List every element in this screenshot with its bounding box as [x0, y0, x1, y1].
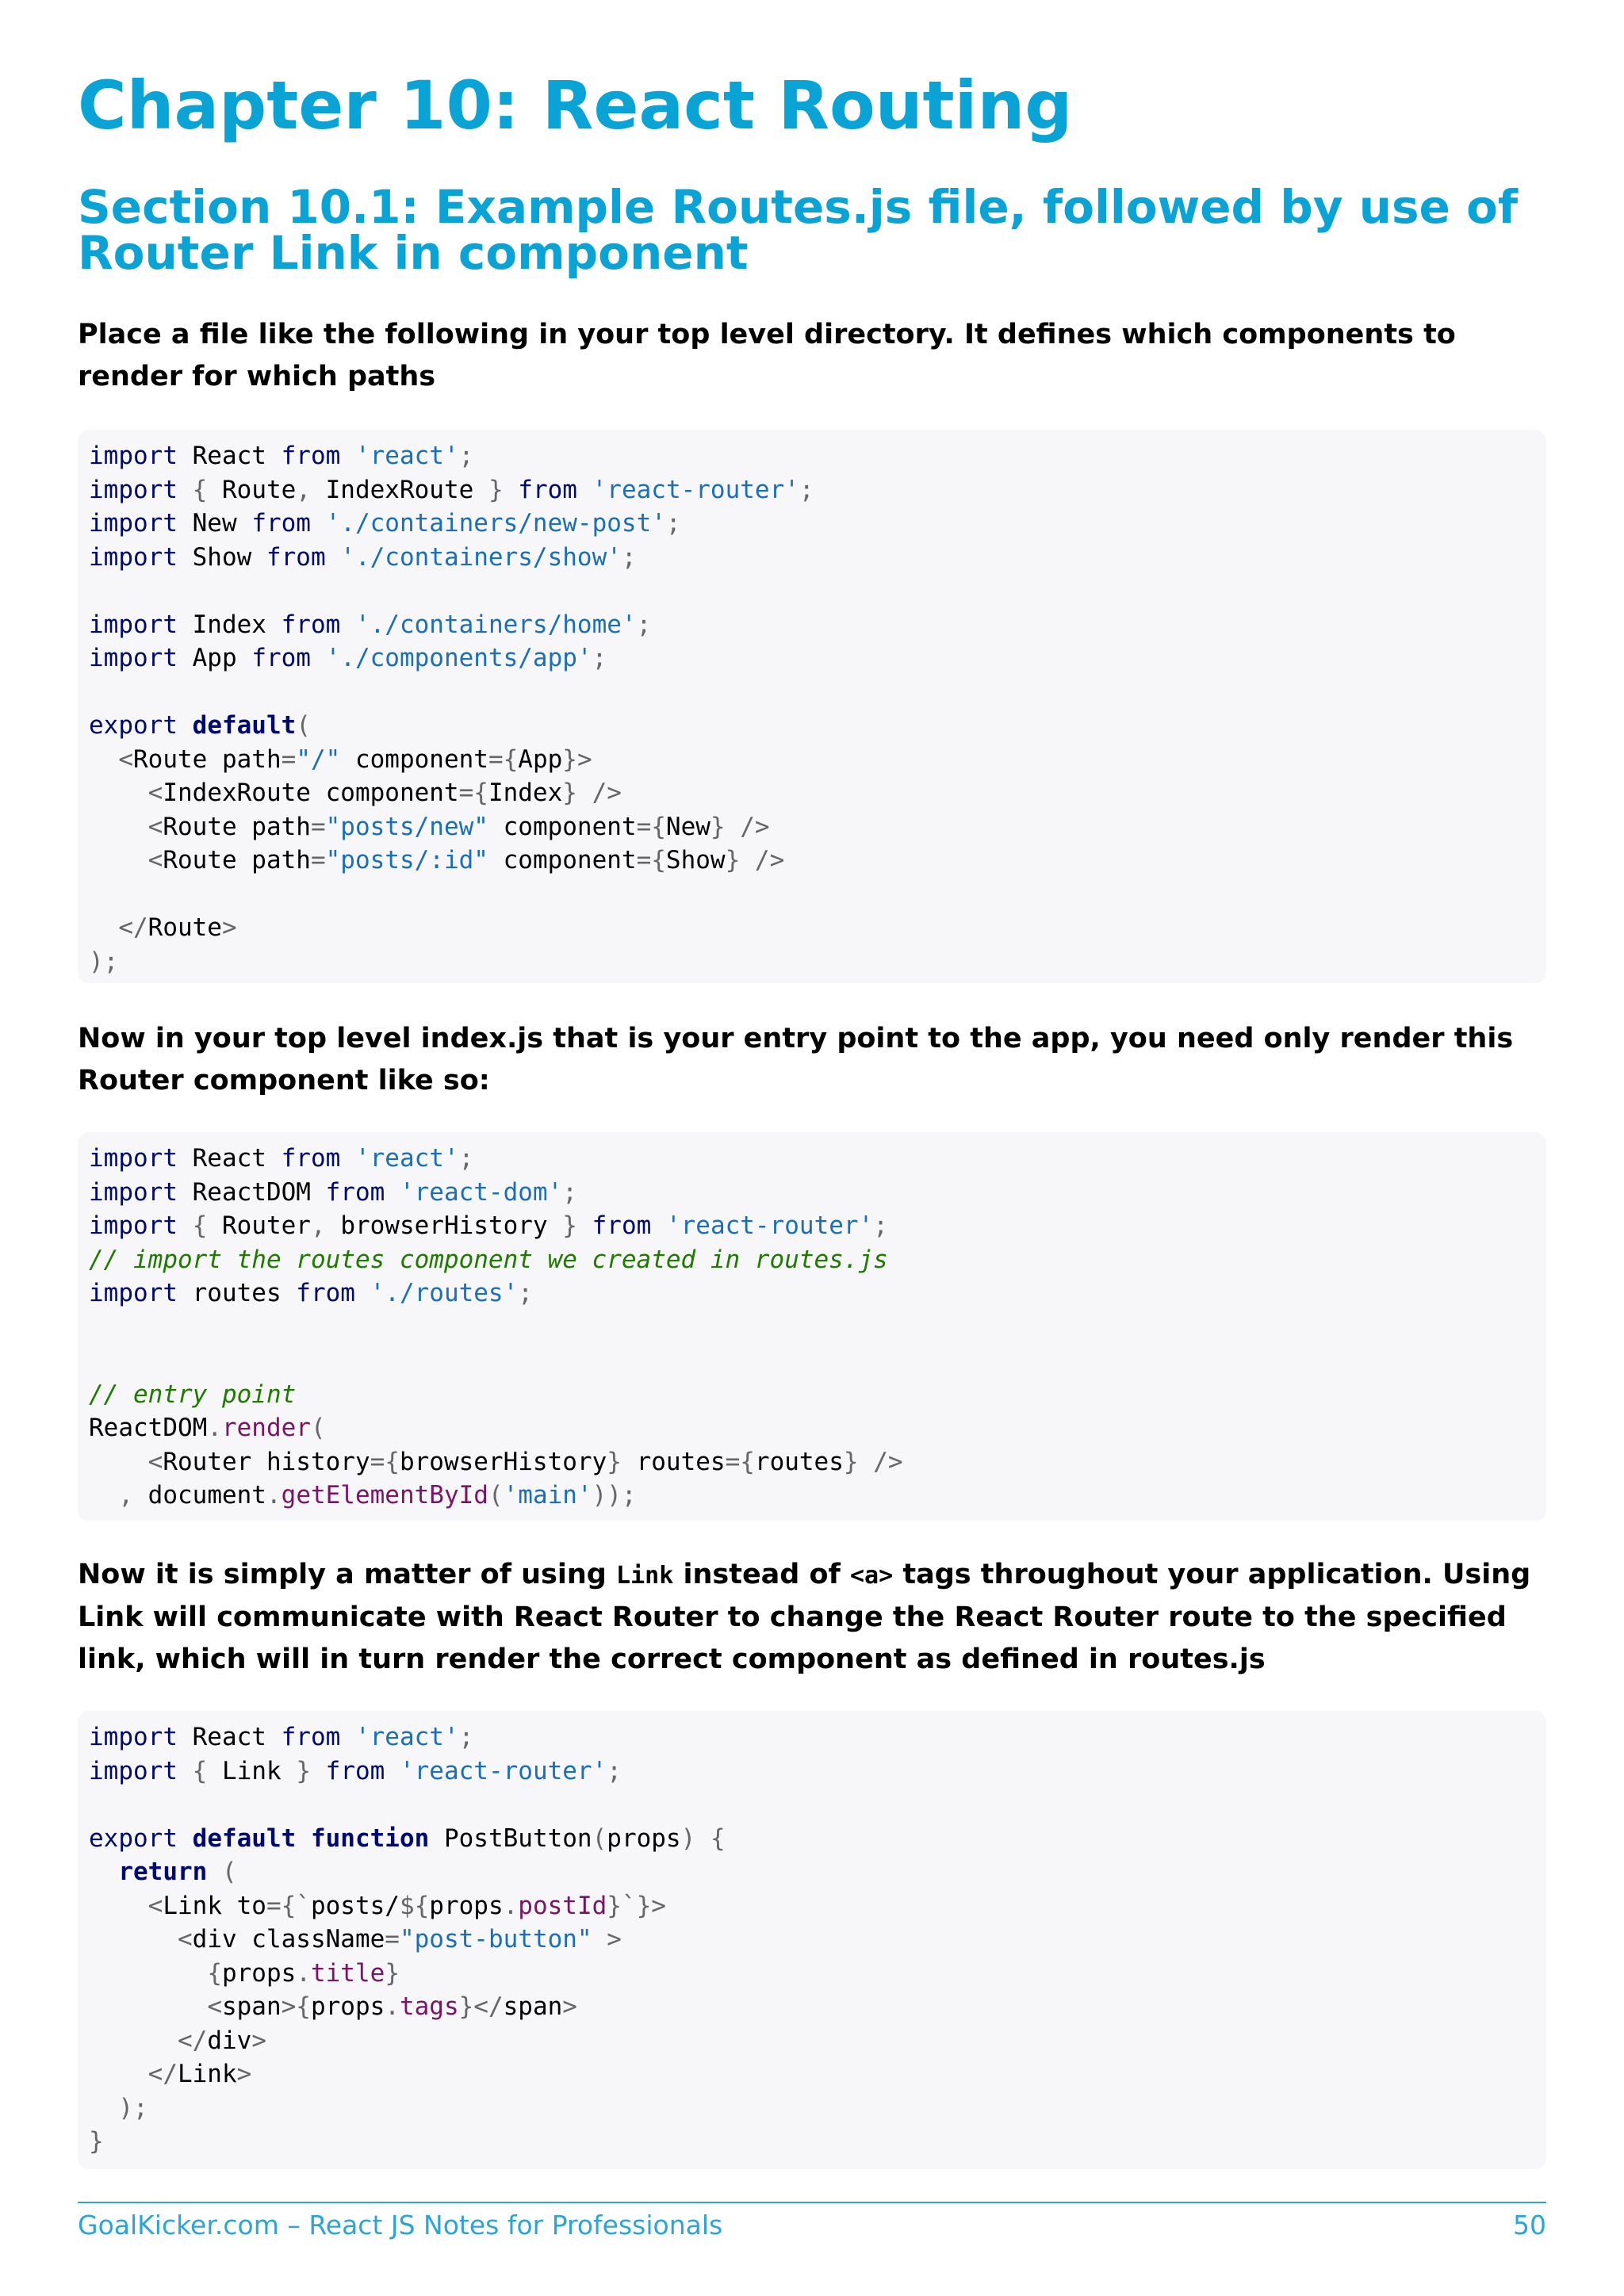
code-token: </	[177, 2026, 208, 2055]
code-token: ={	[725, 1447, 755, 1476]
code-token: ;	[607, 1756, 622, 1785]
code-token: 'react-dom'	[399, 1177, 563, 1207]
code-token: App	[177, 644, 252, 672]
code-line	[89, 2125, 1546, 2159]
code-token: from	[296, 1279, 355, 1307]
code-token: div className	[192, 1925, 385, 1954]
code-token: import	[89, 1144, 178, 1173]
code-token: from	[281, 610, 341, 639]
intro-text: tags throughout your application. Using Link will communicate with React Router to change the React Router route to the specified link, which will in turn render the correct component as defined in routes.js	[78, 1559, 1531, 1675]
code-token	[385, 1178, 400, 1207]
code-token: div	[207, 2026, 252, 2055]
code-token: ,	[118, 1481, 133, 1510]
code-token: ${	[399, 1891, 430, 1920]
code-token: New	[177, 509, 252, 538]
code-token: {	[192, 1211, 208, 1240]
code-token: Show	[665, 846, 726, 874]
code-token	[89, 2094, 118, 2122]
code-token: './containers/new-post'	[325, 509, 666, 538]
code-token: <	[147, 1447, 163, 1476]
code-token: from	[266, 542, 326, 572]
code-token: ={	[458, 779, 488, 807]
code-token: >	[236, 2060, 252, 2088]
code-token: <	[118, 744, 133, 774]
code-line	[89, 844, 1546, 878]
code-line	[89, 709, 1546, 743]
code-token: }	[89, 2127, 104, 2156]
code-line	[89, 473, 1546, 507]
code-token	[296, 1824, 311, 1853]
code-token: export	[89, 711, 178, 740]
code-token: component	[340, 744, 488, 774]
code-token: React	[177, 1723, 282, 1751]
code-token	[89, 2060, 148, 2088]
code-token: 'react-router'	[592, 475, 799, 504]
intro-text: Now it is simply a matter of using	[78, 1559, 617, 1590]
code-token: }	[296, 1756, 311, 1785]
code-token: // import the routes component we created in routes.js	[89, 1245, 888, 1274]
code-token: New	[665, 812, 710, 841]
code-token: Link to	[163, 1891, 266, 1920]
code-token: title	[310, 1958, 385, 1988]
code-token: import	[89, 1756, 178, 1785]
code-token: <	[207, 1992, 222, 2021]
code-token: Link	[207, 1756, 297, 1785]
code-token: >{	[281, 1992, 311, 2021]
code-token: <	[147, 846, 163, 874]
code-token	[326, 543, 341, 572]
code-token: posts/	[310, 1891, 400, 1920]
code-token: <	[147, 779, 163, 807]
code-token: import	[89, 1279, 178, 1307]
code-token: .	[207, 1414, 222, 1442]
code-token	[592, 1925, 607, 1954]
code-token	[740, 846, 755, 874]
code-token: React	[177, 442, 282, 470]
code-token: >	[607, 1925, 622, 1954]
code-line	[89, 608, 1546, 642]
code-block-postbutton	[78, 1711, 1546, 2169]
section-title: Section 10.1: Example Routes.js file, followed by use of Router Link in component	[78, 180, 1519, 280]
code-token: "/"	[296, 744, 341, 774]
code-token: React	[177, 1144, 282, 1173]
code-line	[89, 743, 1546, 777]
code-token: }	[725, 846, 741, 874]
code-token: from	[325, 1756, 385, 1785]
code-token: PostButton	[429, 1823, 592, 1853]
code-token: from	[281, 1723, 341, 1751]
code-token: ={	[370, 1447, 400, 1476]
code-token: }	[710, 812, 726, 841]
code-token: Route path	[163, 812, 311, 841]
code-token: Index	[488, 779, 563, 807]
inline-code: <a>	[850, 1562, 894, 1590]
code-token: {	[710, 1823, 726, 1853]
code-token: Route	[147, 913, 222, 942]
code-token: }	[385, 1958, 400, 1988]
code-token: "post-button"	[399, 1925, 592, 1954]
code-token: <	[147, 1891, 163, 1920]
code-token: </	[118, 913, 148, 942]
code-token	[89, 1959, 207, 1988]
code-token: span	[503, 1992, 563, 2021]
code-line	[89, 1889, 1546, 1923]
code-line	[89, 810, 1546, 844]
code-token: component	[488, 846, 637, 874]
code-token: Route path	[163, 846, 311, 874]
code-line	[89, 878, 1546, 912]
code-token: ;	[799, 475, 814, 504]
code-token: function	[310, 1823, 430, 1853]
code-token: />	[754, 846, 785, 874]
code-token: =	[310, 846, 326, 874]
code-token: (	[310, 1414, 326, 1442]
chapter-title: Chapter 10: React Routing	[78, 67, 1073, 144]
code-token: (	[592, 1823, 607, 1853]
code-line	[89, 1445, 1546, 1479]
code-token	[340, 442, 355, 470]
code-line	[89, 776, 1546, 810]
code-line	[89, 507, 1546, 541]
code-token: />	[592, 779, 622, 807]
code-token: from	[251, 509, 311, 538]
code-token	[385, 1757, 400, 1785]
code-token: ;	[592, 644, 607, 672]
code-token: )	[680, 1823, 696, 1853]
code-token: default	[192, 711, 297, 740]
code-token: IndexRoute	[310, 475, 488, 504]
code-token: import	[89, 1211, 178, 1240]
code-token: }</	[458, 1992, 504, 2021]
code-lines	[89, 1720, 1546, 2159]
code-token: ;	[665, 509, 681, 538]
code-token: "posts/new"	[325, 812, 488, 841]
code-token	[178, 1211, 193, 1240]
code-token: ={`	[266, 1891, 311, 1920]
code-token: {	[207, 1958, 222, 1988]
code-token: 'main'	[503, 1481, 592, 1510]
code-token: "posts/:id"	[325, 846, 488, 874]
code-token: ));	[592, 1481, 637, 1510]
code-token: ;	[636, 610, 652, 639]
code-token: import	[89, 1723, 178, 1751]
code-line	[89, 1142, 1546, 1176]
code-token	[89, 813, 148, 841]
code-token: ,	[296, 475, 311, 504]
code-token: routes	[621, 1447, 726, 1476]
code-token: postId	[518, 1891, 607, 1920]
code-token	[726, 813, 741, 841]
code-token: .	[296, 1958, 311, 1988]
code-token: Link	[177, 2060, 237, 2088]
code-token	[695, 1824, 710, 1853]
code-line	[89, 2091, 1546, 2126]
code-line	[89, 1990, 1546, 2024]
code-token: from	[281, 442, 341, 470]
code-block-index	[78, 1132, 1546, 1521]
code-line	[89, 1209, 1546, 1243]
code-token: >	[221, 913, 237, 942]
code-token	[178, 476, 193, 504]
code-token: }	[562, 1211, 577, 1240]
code-line	[89, 641, 1546, 675]
code-token: >	[562, 1992, 577, 2021]
code-token: import	[89, 1177, 178, 1207]
code-token: 'react-router'	[399, 1756, 607, 1785]
inline-code: Link	[616, 1562, 674, 1590]
code-line	[89, 1855, 1546, 1889]
code-token: props	[221, 1958, 297, 1988]
code-token: return	[118, 1858, 208, 1886]
code-token: =	[385, 1925, 400, 1954]
code-line	[89, 1957, 1546, 1991]
code-token: './routes'	[370, 1279, 519, 1307]
code-token: ={	[636, 846, 666, 874]
code-line	[89, 945, 1546, 979]
code-token: props	[310, 1992, 385, 2021]
code-token	[89, 2026, 178, 2055]
code-token: }	[562, 779, 577, 807]
code-line	[89, 541, 1546, 575]
code-line	[89, 1788, 1546, 1822]
code-token	[311, 509, 326, 538]
intro-paragraph-2: Now in your top level index.js that is your entry point to the app, you need only render this Router component like so:	[78, 1023, 1514, 1096]
code-line	[89, 1923, 1546, 1957]
code-token	[178, 1757, 193, 1785]
code-token	[859, 1448, 874, 1476]
code-line	[89, 1176, 1546, 1210]
code-token	[311, 644, 326, 672]
code-token: IndexRoute component	[163, 779, 459, 807]
page-number: 50	[1513, 2210, 1546, 2241]
code-line	[89, 1344, 1546, 1378]
code-token: 'react'	[354, 1144, 459, 1173]
code-token	[89, 779, 148, 807]
code-token: import	[89, 542, 178, 572]
code-line	[89, 439, 1546, 473]
footer-divider	[78, 2202, 1546, 2203]
code-line	[89, 1311, 1546, 1345]
code-line	[89, 2024, 1546, 2058]
code-token: {	[192, 1756, 208, 1785]
code-token	[651, 1211, 666, 1240]
code-token: routes	[177, 1279, 297, 1307]
code-token	[89, 1992, 207, 2021]
code-lines	[89, 1142, 1546, 1513]
footer-source: GoalKicker.com – React JS Notes for Professionals	[78, 2210, 723, 2241]
code-token: component	[488, 812, 637, 841]
code-token: Show	[177, 542, 266, 572]
code-token: );	[89, 947, 119, 976]
code-line	[89, 1755, 1546, 1789]
code-token	[355, 1279, 370, 1307]
code-token: render	[221, 1414, 311, 1442]
code-token: import	[89, 442, 178, 470]
code-token: ReactDOM	[177, 1177, 326, 1207]
code-token: ;	[518, 1279, 533, 1307]
code-token: }`}>	[607, 1891, 666, 1920]
code-token: ReactDOM	[89, 1414, 208, 1442]
code-token: (	[221, 1858, 237, 1886]
code-token: tags	[399, 1992, 459, 2021]
code-token: import	[89, 509, 178, 538]
code-token: from	[251, 644, 311, 672]
code-token: }	[607, 1447, 622, 1476]
code-line	[89, 675, 1546, 710]
code-token: ;	[458, 442, 474, 470]
code-token: span	[221, 1992, 282, 2021]
code-token: <	[147, 812, 163, 841]
code-token	[340, 610, 355, 639]
code-token	[89, 846, 148, 874]
code-token	[89, 1925, 178, 1954]
code-line	[89, 1378, 1546, 1412]
code-token: ;	[458, 1723, 474, 1751]
code-token: </	[147, 2060, 178, 2088]
code-token: }	[843, 1447, 859, 1476]
code-token	[89, 745, 118, 774]
code-token: from	[325, 1177, 385, 1207]
code-token: import	[89, 475, 178, 504]
code-token: routes	[754, 1447, 844, 1476]
code-token: );	[118, 2093, 148, 2122]
code-token: ={	[488, 744, 519, 774]
code-token: getElementById	[281, 1481, 488, 1510]
code-token: ,	[310, 1211, 326, 1240]
code-token: Router	[207, 1211, 311, 1240]
code-token: }	[488, 475, 504, 504]
code-token: props	[429, 1891, 504, 1920]
code-token	[178, 711, 193, 740]
code-token: 'react-router'	[665, 1211, 874, 1240]
code-block-routes	[78, 430, 1546, 983]
code-token: export	[89, 1823, 178, 1853]
code-token	[89, 1481, 118, 1510]
code-token: {	[192, 475, 208, 504]
code-token: from	[592, 1211, 652, 1240]
code-token	[89, 913, 118, 942]
code-token: >	[251, 2026, 266, 2055]
intro-paragraph-1: Place a file like the following in your top level directory. It defines which components to render for which paths	[78, 319, 1456, 392]
code-token: .	[266, 1481, 282, 1510]
code-token: =	[310, 812, 326, 841]
code-token	[577, 779, 592, 807]
code-token: }>	[562, 744, 592, 774]
code-token: './containers/home'	[354, 610, 637, 639]
code-token: ;	[873, 1211, 888, 1240]
code-line	[89, 1822, 1546, 1856]
code-token: // entry point	[89, 1380, 297, 1409]
code-token	[340, 1144, 355, 1173]
code-token: ;	[458, 1144, 474, 1173]
code-token: />	[873, 1447, 903, 1476]
code-token	[311, 1757, 326, 1785]
code-token	[577, 1211, 592, 1240]
code-line	[89, 1720, 1546, 1755]
code-token: =	[281, 744, 297, 774]
intro-text: instead of	[673, 1559, 850, 1590]
code-line	[89, 574, 1546, 608]
code-token: Route	[207, 475, 297, 504]
code-line	[89, 2057, 1546, 2091]
code-token: ;	[562, 1177, 577, 1207]
code-token: 'react'	[354, 1723, 459, 1751]
code-token	[504, 476, 519, 504]
code-token	[207, 1858, 222, 1886]
code-token: './containers/show'	[340, 542, 622, 572]
code-token: (	[488, 1481, 504, 1510]
code-line	[89, 1276, 1546, 1311]
code-token	[89, 1448, 148, 1476]
code-line	[89, 1243, 1546, 1277]
code-line	[89, 1411, 1546, 1445]
code-token: from	[281, 1144, 341, 1173]
code-token	[340, 1723, 355, 1751]
code-token: Index	[177, 610, 282, 639]
code-line	[89, 1479, 1546, 1513]
code-token: <	[177, 1925, 193, 1954]
code-line	[89, 911, 1546, 945]
code-token: Router history	[163, 1447, 370, 1476]
code-token: .	[503, 1891, 519, 1920]
code-token	[89, 1892, 148, 1920]
code-token: .	[385, 1992, 400, 2021]
code-token	[577, 476, 592, 504]
code-token: ;	[621, 542, 637, 572]
code-lines	[89, 439, 1546, 978]
code-token: 'react'	[354, 442, 459, 470]
code-token: default	[192, 1823, 297, 1853]
code-token: './components/app'	[325, 644, 592, 672]
code-token: Route path	[133, 744, 282, 774]
code-token: App	[518, 744, 563, 774]
code-token: from	[518, 475, 577, 504]
code-token: ={	[636, 812, 666, 841]
code-token: props	[607, 1823, 681, 1853]
code-token: browserHistory	[399, 1447, 607, 1476]
code-token: />	[740, 812, 770, 841]
code-token: (	[296, 711, 311, 740]
code-token	[89, 1858, 118, 1886]
code-token: browserHistory	[325, 1211, 563, 1240]
code-token: document	[133, 1481, 266, 1510]
code-token	[178, 1824, 193, 1853]
intro-paragraph-3	[78, 1554, 1546, 1681]
code-token: import	[89, 644, 178, 672]
code-token: import	[89, 610, 178, 639]
